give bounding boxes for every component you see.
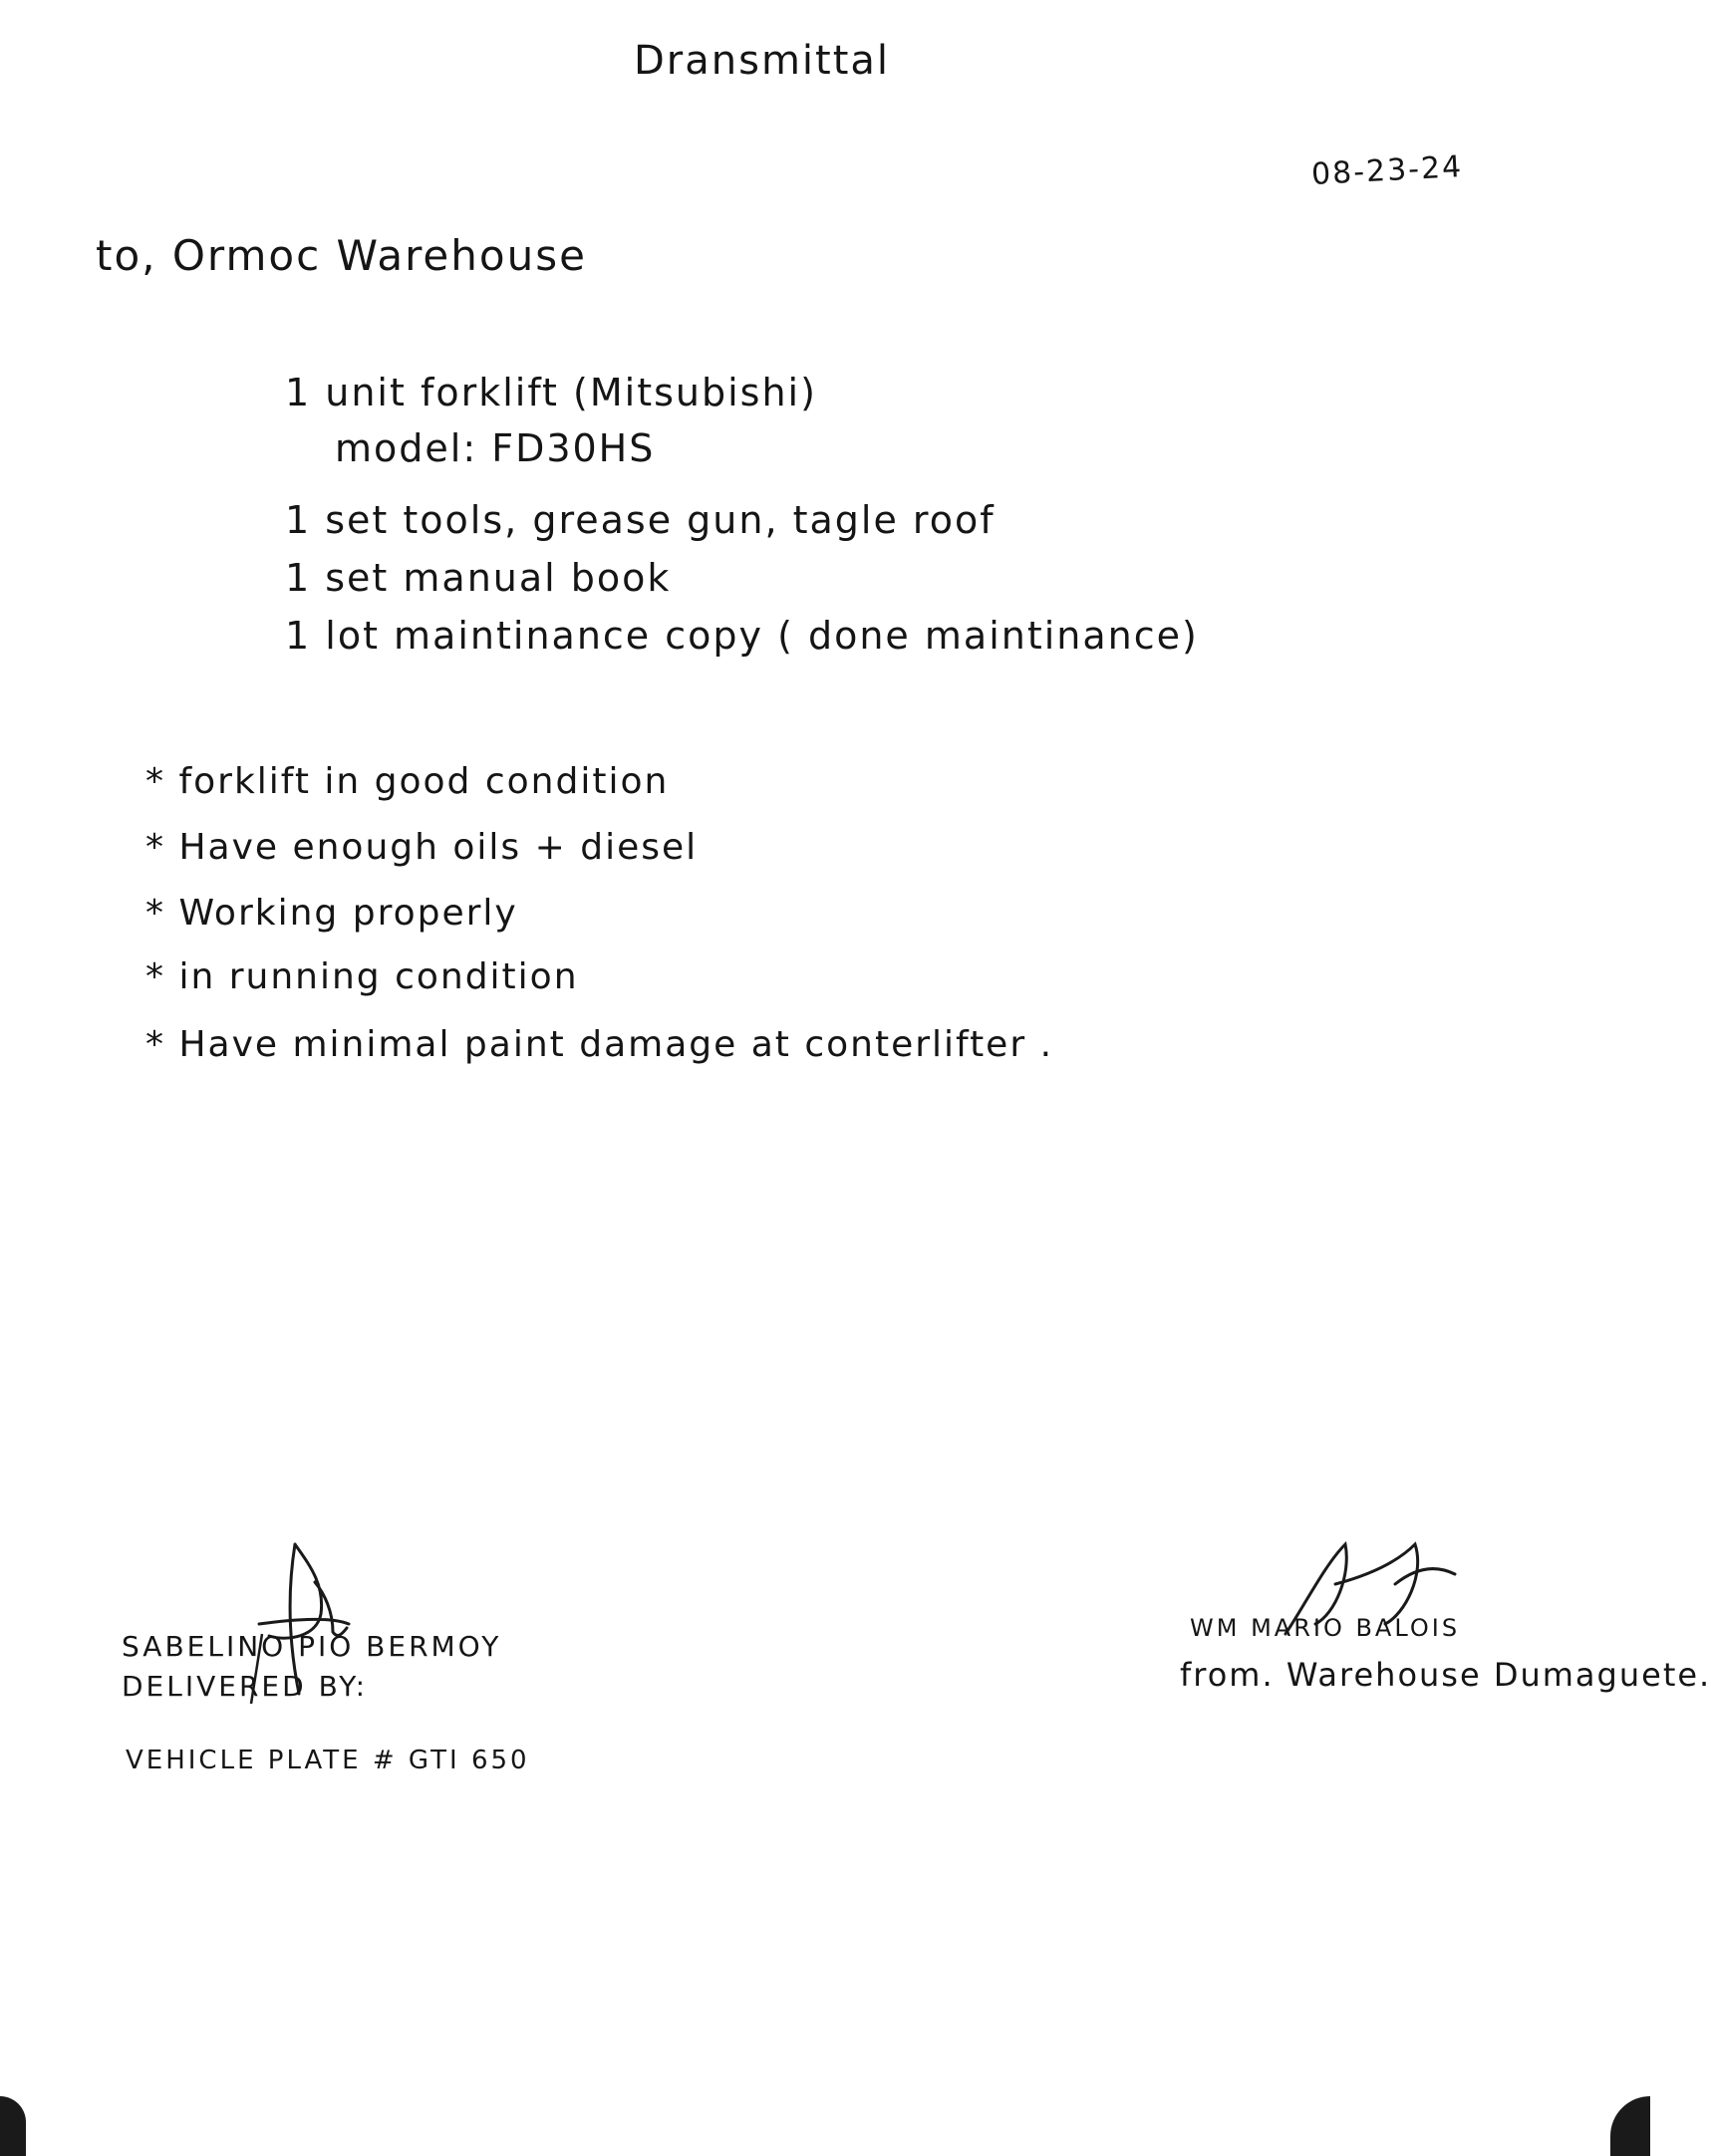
list-item: * Have enough oils + diesel (145, 827, 699, 868)
list-item: * Working properly (145, 893, 518, 934)
list-item: * forklift in good condition (145, 761, 670, 802)
list-item: 1 lot maintinance copy ( done maintinance) (285, 614, 1199, 658)
list-item: 1 unit forklift (Mitsubishi) (285, 371, 817, 414)
list-item: * in running condition (145, 956, 579, 997)
list-item: model: FD30HS (335, 426, 656, 470)
delivered-name: SABELINO PIO BERMOY (122, 1630, 502, 1663)
document-title: Dransmittal (634, 38, 891, 84)
vehicle-plate: VEHICLE PLATE # GTI 650 (126, 1746, 530, 1775)
list-item: * Have minimal paint damage at conterlifter . (145, 1024, 1054, 1065)
list-item: 1 set manual book (285, 556, 672, 600)
document-date: 08-23-24 (1310, 149, 1464, 192)
received-name: WM MARIO BALOIS (1190, 1614, 1461, 1642)
recipient-line: to, Ormoc Warehouse (96, 231, 587, 280)
delivered-label: DELIVERED BY: (122, 1670, 369, 1703)
received-from: from. Warehouse Dumaguete. (1180, 1656, 1711, 1694)
list-item: 1 set tools, grease gun, tagle roof (285, 498, 996, 542)
